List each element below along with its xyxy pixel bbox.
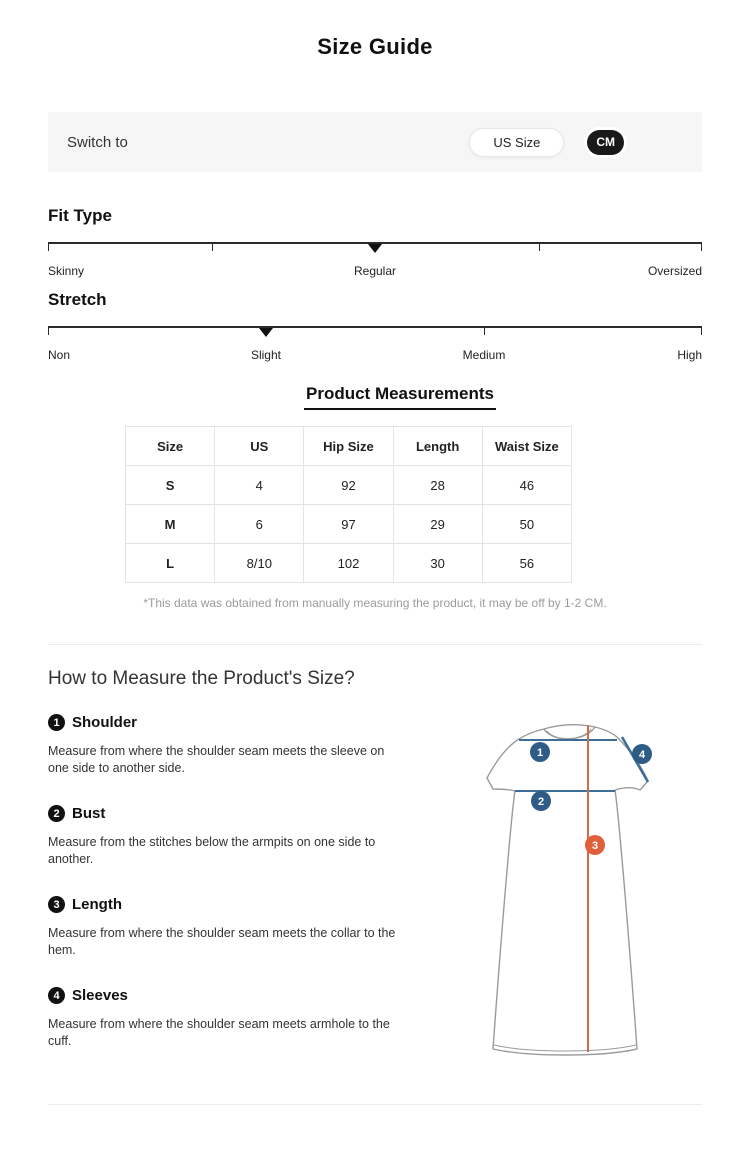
fit-type-heading: Fit Type — [48, 206, 112, 225]
measure-item-bust — [48, 805, 406, 868]
item-title: Bust — [72, 805, 106, 822]
measure-item-length — [48, 896, 406, 959]
how-to-measure-title: How to Measure the Product's Size? — [48, 668, 355, 689]
measurements-title: Product Measurements — [304, 383, 496, 410]
fit-label-regular: Regular — [353, 264, 397, 278]
header-hip-size: Hip Size — [304, 427, 393, 466]
measurements-footnote: *This data was obtained from manually measuring the product, it may be off by 1-2 CM. — [143, 596, 607, 610]
cell-hip: 92 — [304, 466, 393, 505]
cell-size: L — [126, 544, 215, 583]
switch-to-label: Switch to — [67, 133, 128, 151]
cell-waist: 56 — [482, 544, 571, 583]
scale-tick — [212, 244, 213, 251]
unit-switch-bar — [48, 112, 702, 172]
section-divider — [48, 644, 702, 645]
cell-length: 30 — [393, 544, 482, 583]
fit-type-labels — [48, 264, 702, 279]
svg-text:3: 3 — [591, 839, 599, 852]
dress-diagram-svg — [462, 701, 702, 1086]
fit-label-skinny: Skinny — [48, 264, 85, 278]
table-row — [126, 505, 572, 544]
stretch-labels — [48, 348, 702, 363]
page-title: Size Guide — [317, 34, 433, 59]
cell-size: M — [126, 505, 215, 544]
item-title: Sleeves — [72, 987, 128, 1004]
scale-tick — [48, 244, 49, 251]
item-number-badge: 1 — [48, 714, 65, 731]
item-number-badge: 3 — [48, 896, 65, 913]
scale-tick — [701, 328, 702, 335]
cell-us: 8/10 — [215, 544, 304, 583]
item-title: Shoulder — [72, 714, 138, 731]
table-row — [126, 544, 572, 583]
marker-badge-bust — [531, 791, 551, 811]
fit-type-marker-icon — [368, 244, 382, 253]
stretch-label-non: Non — [48, 348, 71, 362]
garment-diagram — [462, 701, 702, 1091]
scale-tick — [539, 244, 540, 251]
header-waist-size: Waist Size — [482, 427, 571, 466]
fit-label-oversized: Oversized — [647, 264, 702, 278]
scale-tick — [701, 244, 702, 251]
fit-type-scale — [48, 242, 702, 253]
cell-hip: 102 — [304, 544, 393, 583]
scale-line — [48, 326, 702, 328]
stretch-label-slight: Slight — [250, 348, 281, 362]
header-size: Size — [126, 427, 215, 466]
svg-text:1: 1 — [536, 746, 544, 759]
svg-text:4: 4 — [638, 748, 646, 761]
item-number-badge: 2 — [48, 805, 65, 822]
cell-us: 6 — [215, 505, 304, 544]
bottom-divider — [48, 1104, 702, 1105]
measure-instructions — [48, 714, 406, 1091]
item-description: Measure from where the shoulder seam meets the collar to the hem. — [48, 926, 396, 957]
marker-badge-sleeves — [632, 744, 652, 764]
table-header-row — [126, 427, 572, 466]
cm-unit-toggle[interactable]: CM — [587, 130, 624, 155]
stretch-heading: Stretch — [48, 290, 107, 309]
scale-tick — [484, 328, 485, 335]
cell-hip: 97 — [304, 505, 393, 544]
item-description: Measure from where the shoulder seam meets armhole to the cuff. — [48, 1017, 390, 1048]
item-number-badge: 4 — [48, 987, 65, 1004]
stretch-scale — [48, 326, 702, 337]
cell-waist: 46 — [482, 466, 571, 505]
cell-size: S — [126, 466, 215, 505]
stretch-marker-icon — [259, 328, 273, 337]
item-title: Length — [72, 896, 122, 913]
svg-text:2: 2 — [537, 795, 545, 808]
marker-badge-length — [585, 835, 605, 855]
cell-us: 4 — [215, 466, 304, 505]
dress-outline — [487, 725, 648, 1055]
us-size-button[interactable]: US Size — [469, 128, 564, 157]
item-description: Measure from where the shoulder seam meets the sleeve on one side to another side. — [48, 744, 385, 775]
scale-tick — [48, 328, 49, 335]
cell-length: 28 — [393, 466, 482, 505]
header-length: Length — [393, 427, 482, 466]
measurements-table — [125, 426, 572, 583]
measure-item-sleeves — [48, 987, 406, 1050]
marker-badge-shoulder — [530, 742, 550, 762]
measure-item-shoulder — [48, 714, 406, 777]
stretch-label-medium: Medium — [462, 348, 506, 362]
stretch-label-high: High — [677, 348, 702, 362]
item-description: Measure from the stitches below the armpits on one side to another. — [48, 835, 376, 866]
cell-length: 29 — [393, 505, 482, 544]
cell-waist: 50 — [482, 505, 571, 544]
table-row — [126, 466, 572, 505]
header-us: US — [215, 427, 304, 466]
